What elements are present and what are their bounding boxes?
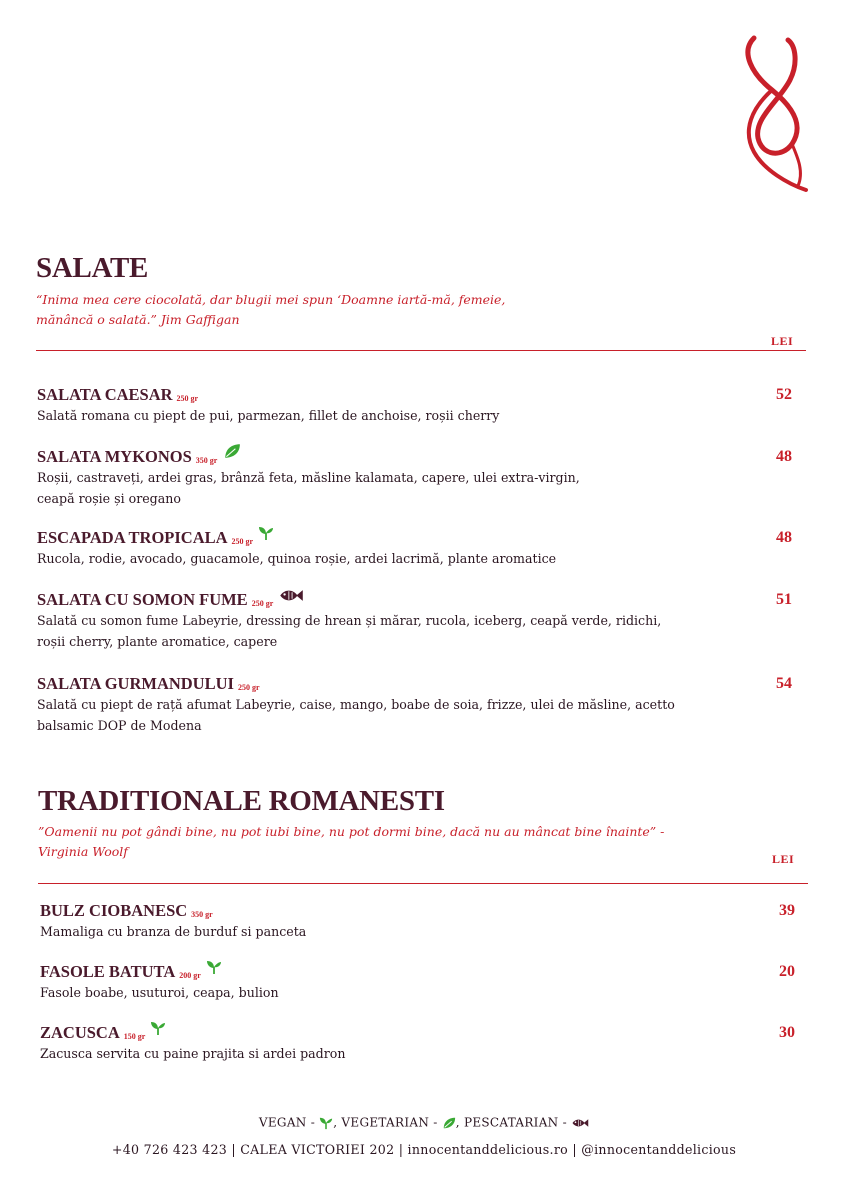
- menu-item-name: ESCAPADA TROPICALA: [37, 528, 228, 547]
- menu-item-price: 48: [776, 529, 792, 546]
- menu-item-weight: 350 gr: [195, 456, 218, 465]
- menu-item-price: 30: [779, 1024, 795, 1041]
- menu-item-description-line: Salată cu somon fume Labeyrie, dressing de hrean și mărar, rucola, iceberg, ceapă verde, ridichi,: [37, 613, 662, 628]
- menu-item-weight: 250 gr: [251, 599, 274, 608]
- vegan-sprout-icon: [258, 525, 274, 545]
- menu-item-weight: 350 gr: [191, 910, 213, 919]
- menu-item: [37, 445, 580, 509]
- menu-item-description: [37, 468, 580, 509]
- traditionale-quote: [38, 822, 664, 862]
- menu-item: [40, 960, 279, 1004]
- menu-item-description-line: Zacusca servita cu paine prajita si ardei padron: [40, 1046, 346, 1061]
- menu-item-description: [37, 611, 661, 652]
- menu-item-name: SALATA CU SOMON FUME: [37, 590, 248, 609]
- menu-item-description-line: Mamaliga cu branza de burduf si panceta: [40, 924, 307, 939]
- menu-item-description-line: Rucola, rodie, avocado, guacamole, quinoa roșie, ardei lacrimă, plante aromatice: [37, 551, 557, 566]
- menu-item-name: FASOLE BATUTA: [40, 962, 176, 981]
- salate-quote: [36, 290, 505, 330]
- menu-item: [37, 383, 499, 427]
- section-title-salate: SALATE: [36, 252, 149, 284]
- menu-item-name: SALATA MYKONOS: [37, 447, 192, 466]
- menu-item: [37, 588, 661, 652]
- menu-item-weight: 150 gr: [123, 1032, 146, 1041]
- salate-quote-line1: “Inima mea cere ciocolată, dar blugii mei spun ‘Doamne iartă-mă, femeie,: [36, 292, 506, 307]
- pescatarian-fish-icon: [571, 1117, 589, 1129]
- menu-item-price: 20: [779, 963, 795, 980]
- menu-item-description: [37, 549, 556, 570]
- traditionale-quote-line1: ”Oamenii nu pot gândi bine, nu pot iubi bine, nu pot dormi bine, dacă nu au mâncat bine înainte” -: [38, 824, 665, 839]
- section-divider: [36, 350, 806, 351]
- menu-item-weight: 250 gr: [176, 394, 199, 403]
- vegetarian-leaf-icon: [222, 442, 242, 464]
- menu-item-description: [40, 922, 306, 943]
- currency-label: LEI: [772, 852, 795, 866]
- menu-item-description: [37, 406, 499, 427]
- footer-contact: +40 726 423 423 | CALEA VICTORIEI 202 | innocentanddelicious.ro | @innocentanddelicious: [111, 1142, 737, 1157]
- salate-quote-line2: mănâncă o salată.” Jim Gaffigan: [36, 312, 240, 327]
- menu-item-description-line: Salată cu piept de rață afumat Labeyrie, caise, mango, boabe de soia, frizze, ulei de măsline, acetto: [37, 697, 675, 712]
- menu-item-description-line: balsamic DOP de Modena: [37, 717, 202, 733]
- menu-item-price: 52: [776, 386, 792, 403]
- menu-item-weight: 250 gr: [237, 683, 260, 692]
- menu-item-price: 39: [779, 902, 795, 919]
- section-title-traditionale: TRADITIONALE ROMANESTI: [38, 785, 445, 817]
- menu-item-name: BULZ CIOBANESC: [40, 901, 188, 920]
- menu-item-description-line: ceapă roșie și oregano: [37, 490, 181, 506]
- menu-item-price: 54: [776, 675, 792, 692]
- menu-item-description: [37, 695, 675, 736]
- menu-item: [40, 1021, 345, 1065]
- vegan-sprout-icon: [206, 959, 222, 979]
- menu-item-price: 48: [776, 448, 792, 465]
- ampersand-logo: [732, 34, 812, 194]
- menu-item-description-line: Fasole boabe, usuturoi, ceapa, bulion: [40, 985, 279, 1000]
- menu-item-price: 51: [776, 591, 792, 608]
- vegetarian-leaf-icon: [442, 1116, 456, 1130]
- legend-vegetarian-label: , VEGETARIAN -: [333, 1115, 438, 1130]
- legend-vegan-label: VEGAN -: [258, 1115, 316, 1130]
- pescatarian-fish-icon: [278, 588, 304, 607]
- vegan-sprout-icon: [319, 1116, 333, 1130]
- diet-legend: [0, 1115, 848, 1130]
- menu-item-weight: 250 gr: [231, 537, 254, 546]
- menu-item-description: [40, 1044, 345, 1065]
- section-divider: [38, 883, 808, 884]
- menu-item-description-line: roșii cherry, plante aromatice, capere: [37, 633, 278, 649]
- traditionale-quote-line2: Virginia Woolf: [38, 844, 128, 859]
- vegan-sprout-icon: [150, 1020, 166, 1040]
- menu-item-name: ZACUSCA: [40, 1023, 120, 1042]
- menu-item-description-line: Roșii, castraveți, ardei gras, brânză feta, măsline kalamata, capere, ulei extra-virgin,: [37, 470, 580, 485]
- menu-item-name: SALATA GURMANDULUI: [37, 674, 234, 693]
- menu-item: [37, 672, 675, 736]
- menu-item: [37, 526, 556, 570]
- menu-item-description: [40, 983, 279, 1004]
- menu-item-name: SALATA CAESAR: [37, 385, 173, 404]
- menu-item: [40, 899, 306, 943]
- currency-label: LEI: [771, 334, 794, 348]
- menu-item-weight: 200 gr: [179, 971, 201, 980]
- legend-pescatarian-label: , PESCATARIAN -: [455, 1115, 567, 1130]
- menu-item-description-line: Salată romana cu piept de pui, parmezan, fillet de anchoise, roșii cherry: [37, 408, 500, 423]
